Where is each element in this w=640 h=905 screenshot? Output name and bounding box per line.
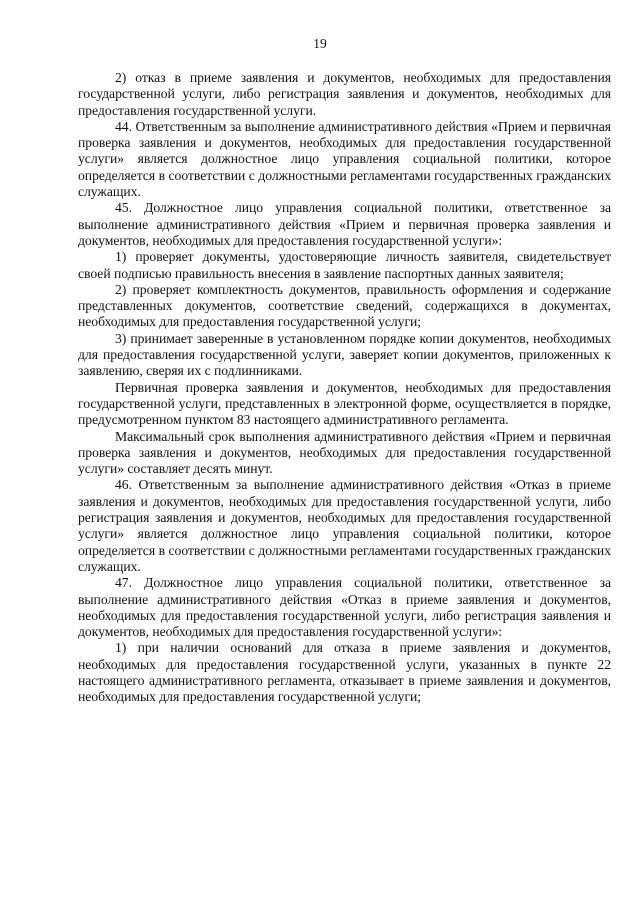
page-number: 19 (313, 36, 327, 51)
paragraph-45-item-3: 3) принимает заверенные в установленном порядке копии документов, необходимых для предоставления государственной услуги, заверяет копии документов, приложенных к заявлению, сверяя их с подлинниками. (78, 330, 611, 379)
paragraph-47: 47. Должностное лицо управления социальной политики, ответственное за выполнение административного действия «Отказ в приеме заявления и документов, необходимых для предоставления государственной услуги, либо регистрация заявления и документов, необходимых для предоставления государственной услуги»: (78, 575, 611, 640)
paragraph-47-item-1: 1) при наличии оснований для отказа в приеме заявления и документов, необходимых для предоставления государственной услуги, указанных в пункте 22 настоящего административного регламента, отказывает в приеме заявления и документов, необходимых для предоставления государственной услуги; (78, 640, 611, 705)
paragraph-46: 46. Ответственным за выполнение административного действия «Отказ в приеме заявления и документов, необходимых для предоставления государственной услуги, либо регистрация заявления и документов, необходимых для предоставления государственной услуги» является должностное лицо управления социальной политики, которое определяется в соответствии с должностными регламентами государственных гражданских служащих. (78, 477, 611, 574)
paragraph-44: 44. Ответственным за выполнение административного действия «Прием и первичная проверка заявления и документов, необходимых для предоставления государственной услуги» является должностное лицо управления социальной политики, которое определяется в соответствии с должностными регламентами государственных гражданских служащих. (78, 118, 611, 200)
paragraph-max-duration: Максимальный срок выполнения административного действия «Прием и первичная проверка заявления и документов, необходимых для предоставления государственной услуги» составляет десять минут. (78, 428, 611, 477)
paragraph-45-item-1: 1) проверяет документы, удостоверяющие личность заявителя, свидетельствует своей подписью правильность внесения в заявление паспортных данных заявителя; (78, 249, 611, 281)
paragraph-item-2-refusal: 2) отказ в приеме заявления и документов, необходимых для предоставления государственной услуги, либо регистрация заявления и документов, необходимых для предоставления государственной услуги. (78, 70, 611, 118)
paragraph-45: 45. Должностное лицо управления социальной политики, ответственное за выполнение административного действия «Прием и первичная проверка заявления и документов, необходимых для предоставления государственной услуги»: (78, 200, 611, 248)
paragraph-electronic-check: Первичная проверка заявления и документов, необходимых для предоставления государственной услуги, представленных в электронной форме, осуществляется в порядке, предусмотренном пунктом 83 настоящего административного регламента. (78, 379, 611, 428)
document-body (78, 70, 611, 706)
paragraph-45-item-2: 2) проверяет комплектность документов, правильность оформления и содержание представленных документов, соответствие сведений, содержащихся в документах, необходимых для предоставления государственной услуги; (78, 281, 611, 330)
